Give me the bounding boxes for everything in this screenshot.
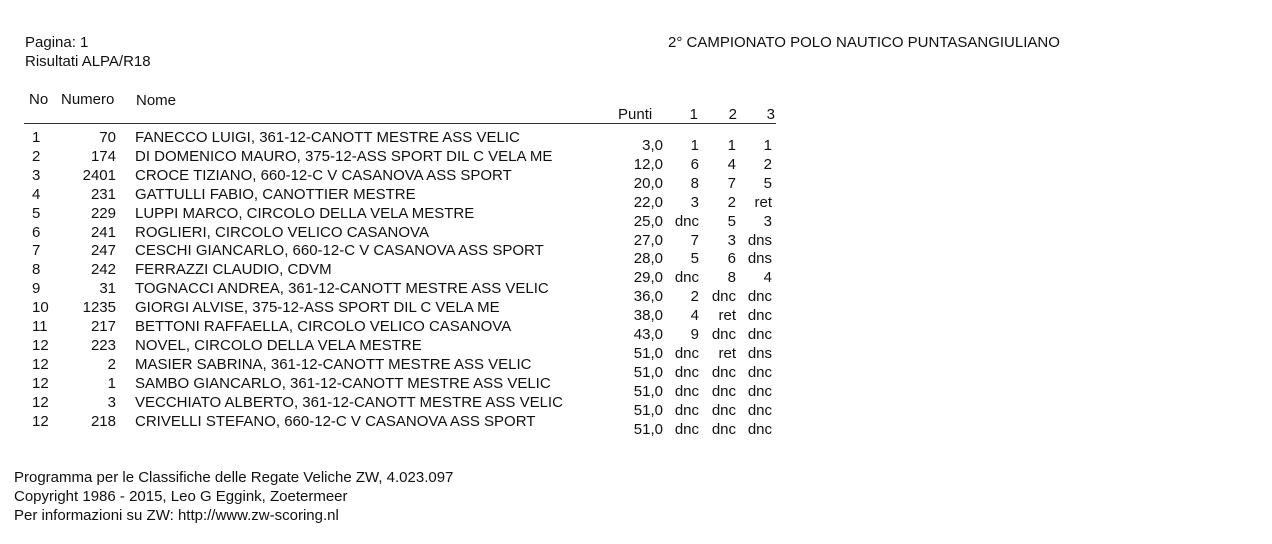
row-race-3: dnc bbox=[747, 363, 772, 381]
row-no: 4 bbox=[32, 185, 41, 203]
footer-info: Per informazioni su ZW: http://www.zw-scoring.nl bbox=[14, 507, 339, 524]
table-row bbox=[0, 355, 800, 381]
row-punti: 3,0 bbox=[642, 137, 663, 154]
row-race-3: 4 bbox=[763, 269, 772, 287]
row-race-2: ret bbox=[718, 307, 736, 325]
row-race-2: 5 bbox=[727, 212, 736, 230]
row-punti: 51,0 bbox=[633, 363, 663, 381]
row-punti: 38,0 bbox=[633, 307, 663, 325]
table-row bbox=[0, 129, 800, 154]
row-race-2: ret bbox=[718, 344, 736, 362]
table-row bbox=[0, 261, 800, 287]
row-nome: CESCHI GIANCARLO, 660-12-C V CASANOVA ASS SPORT bbox=[135, 242, 544, 260]
row-numero: 70 bbox=[99, 129, 116, 146]
row-no: 11 bbox=[32, 318, 48, 335]
row-no: 3 bbox=[32, 166, 41, 184]
row-race-2: 7 bbox=[727, 174, 736, 192]
row-punti: 36,0 bbox=[633, 288, 663, 306]
row-race-1: 3 bbox=[690, 193, 699, 211]
row-race-3: 1 bbox=[763, 137, 772, 154]
row-race-2: dnc bbox=[711, 363, 736, 381]
row-numero: 2401 bbox=[82, 166, 116, 184]
row-punti: 43,0 bbox=[633, 326, 663, 343]
row-numero: 217 bbox=[90, 318, 116, 335]
row-race-2: 2 bbox=[727, 193, 736, 211]
row-race-1: dnc bbox=[674, 382, 699, 400]
row-race-3: dns bbox=[747, 344, 772, 362]
row-nome: DI DOMENICO MAURO, 375-12-ASS SPORT DIL C VELA ME bbox=[135, 147, 553, 165]
table-row bbox=[0, 318, 800, 343]
row-nome: SAMBO GIANCARLO, 361-12-CANOTT MESTRE ASS VELIC bbox=[135, 374, 551, 392]
row-no: 5 bbox=[32, 204, 41, 222]
header-race-1: 1 bbox=[689, 106, 698, 123]
table-row bbox=[0, 280, 800, 306]
table-row bbox=[0, 185, 800, 211]
row-race-1: dnc bbox=[674, 344, 699, 362]
row-numero: 3 bbox=[107, 393, 116, 411]
row-punti: 22,0 bbox=[633, 193, 663, 211]
row-nome: TOGNACCI ANDREA, 361-12-CANOTT MESTRE ASS VELIC bbox=[135, 280, 549, 298]
row-race-3: dnc bbox=[747, 307, 772, 325]
row-no: 1 bbox=[32, 129, 41, 146]
row-race-2: dnc bbox=[711, 326, 736, 343]
row-punti: 51,0 bbox=[633, 382, 663, 400]
row-nome: GATTULLI FABIO, CANOTTIER MESTRE bbox=[135, 185, 416, 203]
row-race-3: dnc bbox=[747, 382, 772, 400]
row-numero: 1235 bbox=[82, 299, 116, 317]
row-nome: FANECCO LUIGI, 361-12-CANOTT MESTRE ASS VELIC bbox=[135, 129, 520, 146]
row-punti: 20,0 bbox=[633, 174, 663, 192]
row-nome: ROGLIERI, CIRCOLO VELICO CASANOVA bbox=[135, 223, 429, 241]
table-row bbox=[0, 204, 800, 230]
table-row bbox=[0, 223, 800, 249]
row-race-1: dnc bbox=[674, 212, 699, 230]
row-race-1: dnc bbox=[674, 269, 699, 287]
row-race-3: 2 bbox=[763, 155, 772, 173]
row-nome: GIORGI ALVISE, 375-12-ASS SPORT DIL C VELA ME bbox=[135, 299, 500, 317]
row-race-3: 3 bbox=[763, 212, 772, 230]
row-nome: MASIER SABRINA, 361-12-CANOTT MESTRE ASS VELIC bbox=[135, 355, 532, 373]
row-race-1: 8 bbox=[690, 174, 699, 192]
row-no: 12 bbox=[32, 336, 49, 354]
row-punti: 27,0 bbox=[633, 231, 663, 249]
row-punti: 12,0 bbox=[633, 155, 663, 173]
results-title: Risultati ALPA/R18 bbox=[25, 53, 151, 70]
row-race-3: dnc bbox=[747, 288, 772, 306]
row-race-3: ret bbox=[754, 193, 772, 211]
row-no: 12 bbox=[32, 355, 49, 373]
table-row bbox=[0, 166, 800, 192]
row-punti: 29,0 bbox=[633, 269, 663, 287]
row-race-3: dnc bbox=[747, 401, 772, 419]
row-race-1: 4 bbox=[690, 307, 699, 325]
header-numero: Numero bbox=[61, 91, 115, 108]
row-race-1: 2 bbox=[690, 288, 699, 306]
header-no: No bbox=[29, 91, 49, 108]
row-numero: 31 bbox=[99, 280, 116, 298]
row-race-2: 1 bbox=[727, 137, 736, 154]
row-race-3: dns bbox=[747, 231, 772, 249]
row-nome: CROCE TIZIANO, 660-12-C V CASANOVA ASS SPORT bbox=[135, 166, 512, 184]
table-row bbox=[0, 299, 800, 325]
table-row bbox=[0, 336, 800, 362]
row-race-3: dnc bbox=[747, 420, 772, 438]
header-punti: Punti bbox=[618, 106, 653, 123]
row-race-2: dnc bbox=[711, 420, 736, 438]
row-race-1: dnc bbox=[674, 401, 699, 419]
row-punti: 28,0 bbox=[633, 250, 663, 268]
row-punti: 25,0 bbox=[633, 212, 663, 230]
row-no: 8 bbox=[32, 261, 41, 279]
row-no: 12 bbox=[32, 412, 49, 430]
row-punti: 51,0 bbox=[633, 420, 663, 438]
row-nome: VECCHIATO ALBERTO, 361-12-CANOTT MESTRE ASS VELIC bbox=[135, 393, 563, 411]
row-race-2: 3 bbox=[727, 231, 736, 249]
row-numero: 247 bbox=[90, 242, 116, 260]
row-numero: 223 bbox=[90, 336, 116, 354]
row-nome: NOVEL, CIRCOLO DELLA VELA MESTRE bbox=[135, 336, 422, 354]
table-row bbox=[0, 393, 800, 419]
table-row bbox=[0, 147, 800, 173]
row-race-2: 4 bbox=[727, 155, 736, 173]
row-race-1: 1 bbox=[690, 137, 699, 154]
page-number: Pagina: 1 bbox=[25, 34, 89, 51]
row-numero: 1 bbox=[107, 374, 116, 392]
row-race-2: dnc bbox=[711, 401, 736, 419]
row-race-3: dns bbox=[747, 250, 772, 268]
row-no: 12 bbox=[32, 393, 49, 411]
row-race-1: dnc bbox=[674, 363, 699, 381]
header-race-3: 3 bbox=[766, 106, 775, 123]
row-no: 6 bbox=[32, 223, 41, 241]
row-nome: LUPPI MARCO, CIRCOLO DELLA VELA MESTRE bbox=[135, 204, 475, 222]
row-numero: 174 bbox=[90, 147, 116, 165]
row-numero: 2 bbox=[107, 355, 116, 373]
row-nome: FERRAZZI CLAUDIO, CDVM bbox=[135, 261, 332, 279]
row-race-1: 5 bbox=[690, 250, 699, 268]
row-nome: CRIVELLI STEFANO, 660-12-C V CASANOVA ASS SPORT bbox=[135, 412, 536, 430]
row-race-1: 9 bbox=[690, 326, 699, 343]
header-divider bbox=[24, 123, 776, 124]
row-race-1: 6 bbox=[690, 155, 699, 173]
table-row bbox=[0, 242, 800, 268]
header-nome: Nome bbox=[136, 92, 177, 109]
row-no: 9 bbox=[32, 280, 41, 298]
row-race-3: 5 bbox=[763, 174, 772, 192]
row-nome: BETTONI RAFFAELLA, CIRCOLO VELICO CASANOVA bbox=[135, 318, 512, 335]
row-no: 2 bbox=[32, 147, 41, 165]
row-numero: 242 bbox=[90, 261, 116, 279]
table-row bbox=[0, 412, 800, 438]
row-race-2: 8 bbox=[727, 269, 736, 287]
row-numero: 241 bbox=[90, 223, 116, 241]
row-no: 12 bbox=[32, 374, 49, 392]
row-punti: 51,0 bbox=[633, 344, 663, 362]
row-race-2: 6 bbox=[727, 250, 736, 268]
event-title: 2° CAMPIONATO POLO NAUTICO PUNTASANGIULIANO bbox=[668, 34, 1060, 51]
row-numero: 231 bbox=[90, 185, 116, 203]
row-numero: 218 bbox=[90, 412, 116, 430]
footer-program: Programma per le Classifiche delle Regate Veliche ZW, 4.023.097 bbox=[14, 469, 454, 486]
row-race-1: dnc bbox=[674, 420, 699, 438]
row-race-2: dnc bbox=[711, 288, 736, 306]
footer bbox=[14, 468, 453, 525]
row-race-3: dnc bbox=[747, 326, 772, 343]
row-race-1: 7 bbox=[690, 231, 699, 249]
row-punti: 51,0 bbox=[633, 401, 663, 419]
header-race-2: 2 bbox=[728, 106, 737, 123]
row-no: 7 bbox=[32, 242, 41, 260]
footer-copyright: Copyright 1986 - 2015, Leo G Eggink, Zoetermeer bbox=[14, 488, 348, 505]
row-numero: 229 bbox=[90, 204, 116, 222]
row-race-2: dnc bbox=[711, 382, 736, 400]
row-no: 10 bbox=[32, 299, 49, 317]
table-row bbox=[0, 374, 800, 400]
